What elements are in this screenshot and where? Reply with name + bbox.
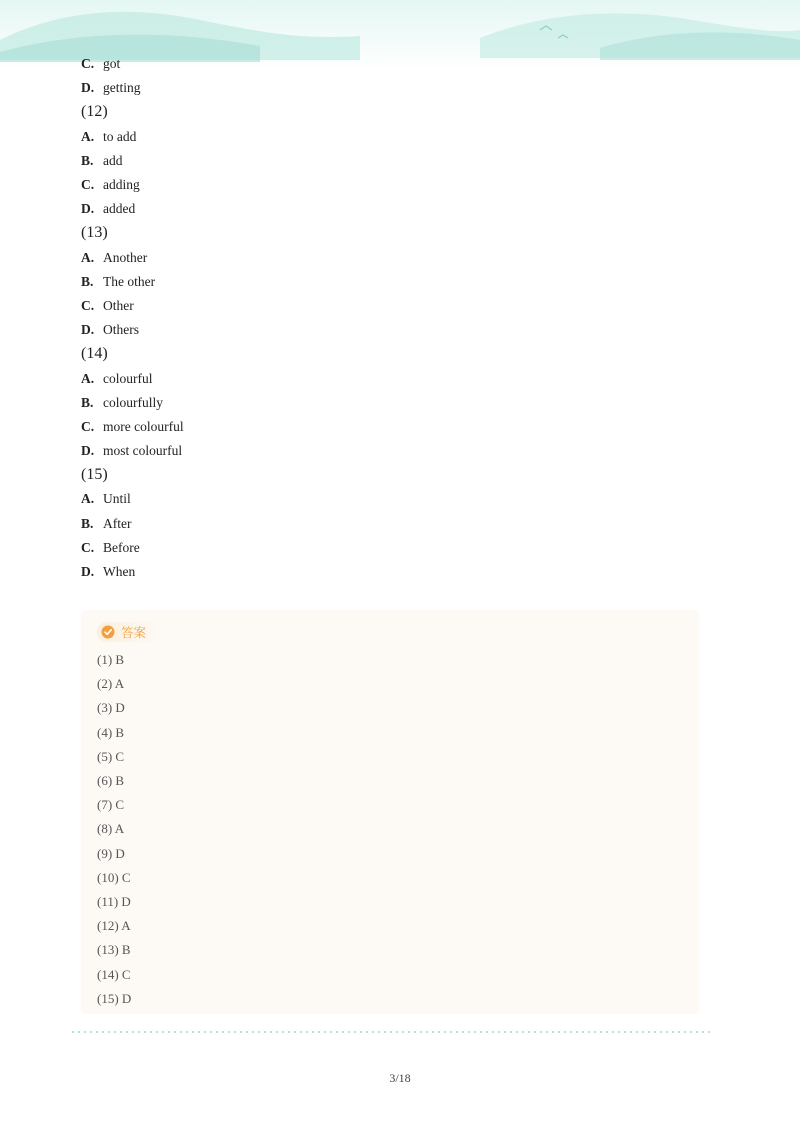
option-letter: B. (81, 394, 94, 410)
option-text: After (103, 515, 132, 531)
option-item (81, 366, 701, 390)
option-item (81, 197, 701, 221)
option-item (81, 439, 701, 463)
option-text: colourful (103, 370, 153, 386)
option-item (81, 294, 701, 318)
option-item (81, 76, 701, 100)
option-text: Others (103, 322, 139, 338)
answer-list (97, 648, 131, 1011)
option-letter: A. (81, 249, 95, 265)
option-item (81, 125, 701, 149)
option-letter: D. (81, 201, 95, 217)
option-text: to add (103, 128, 137, 144)
option-letter: D. (81, 443, 95, 459)
question-number: (15) (81, 466, 108, 484)
answer-item: (11) D (97, 893, 131, 909)
option-item (81, 487, 701, 511)
option-text: colourfully (103, 394, 163, 410)
answer-item: (14) C (97, 966, 131, 982)
option-item (81, 246, 701, 270)
answer-title: 答案 (121, 625, 147, 640)
answer-item: (2) A (97, 676, 125, 692)
answer-item: (10) C (97, 869, 131, 885)
question-number: (14) (81, 345, 108, 363)
option-item (81, 391, 701, 415)
option-item (81, 149, 701, 173)
option-item (81, 415, 701, 439)
option-letter: D. (81, 322, 95, 338)
question-number: (13) (81, 224, 108, 242)
option-text: Until (103, 491, 131, 507)
answer-item: (12) A (97, 918, 131, 934)
answer-item: (3) D (97, 700, 125, 716)
option-letter: C. (81, 539, 95, 555)
option-letter: A. (81, 128, 95, 144)
option-text: added (103, 201, 136, 217)
question-list (81, 52, 701, 584)
answer-item: (4) B (97, 724, 125, 740)
option-letter: B. (81, 152, 94, 168)
answer-item: (8) A (97, 821, 125, 837)
answer-item: (6) B (97, 773, 125, 789)
option-item (81, 512, 701, 536)
option-letter: A. (81, 370, 95, 386)
option-item (81, 560, 701, 584)
answer-item: (7) C (97, 797, 125, 813)
option-letter: C. (81, 418, 95, 434)
answer-header (97, 622, 162, 642)
answer-panel (81, 610, 699, 1014)
option-letter: C. (81, 56, 95, 72)
option-text: adding (103, 177, 140, 193)
option-text: The other (103, 273, 156, 289)
answer-item: (9) D (97, 845, 125, 861)
check-circle-icon (101, 625, 115, 639)
page-number: 3/18 (389, 1071, 411, 1085)
dotted-divider (70, 1031, 710, 1033)
option-text: add (103, 152, 123, 168)
option-text: Before (103, 539, 140, 555)
option-item (81, 536, 701, 560)
option-item (81, 270, 701, 294)
question-number: (12) (81, 103, 108, 121)
option-letter: A. (81, 491, 95, 507)
option-item (81, 173, 701, 197)
option-text: When (103, 564, 136, 580)
option-letter: B. (81, 273, 94, 289)
option-item (81, 318, 701, 342)
option-letter: C. (81, 297, 95, 313)
option-text: got (103, 56, 121, 72)
answer-item: (13) B (97, 942, 131, 958)
option-text: more colourful (103, 418, 184, 434)
option-letter: D. (81, 564, 95, 580)
option-text: getting (103, 80, 141, 96)
option-item (81, 52, 701, 76)
option-text: Another (103, 249, 148, 265)
answer-item: (15) D (97, 990, 132, 1006)
option-letter: D. (81, 80, 95, 96)
answer-item: (1) B (97, 652, 125, 668)
option-letter: C. (81, 177, 95, 193)
answer-item: (5) C (97, 748, 125, 764)
option-text: most colourful (103, 443, 183, 459)
option-text: Other (103, 297, 134, 313)
option-letter: B. (81, 515, 94, 531)
